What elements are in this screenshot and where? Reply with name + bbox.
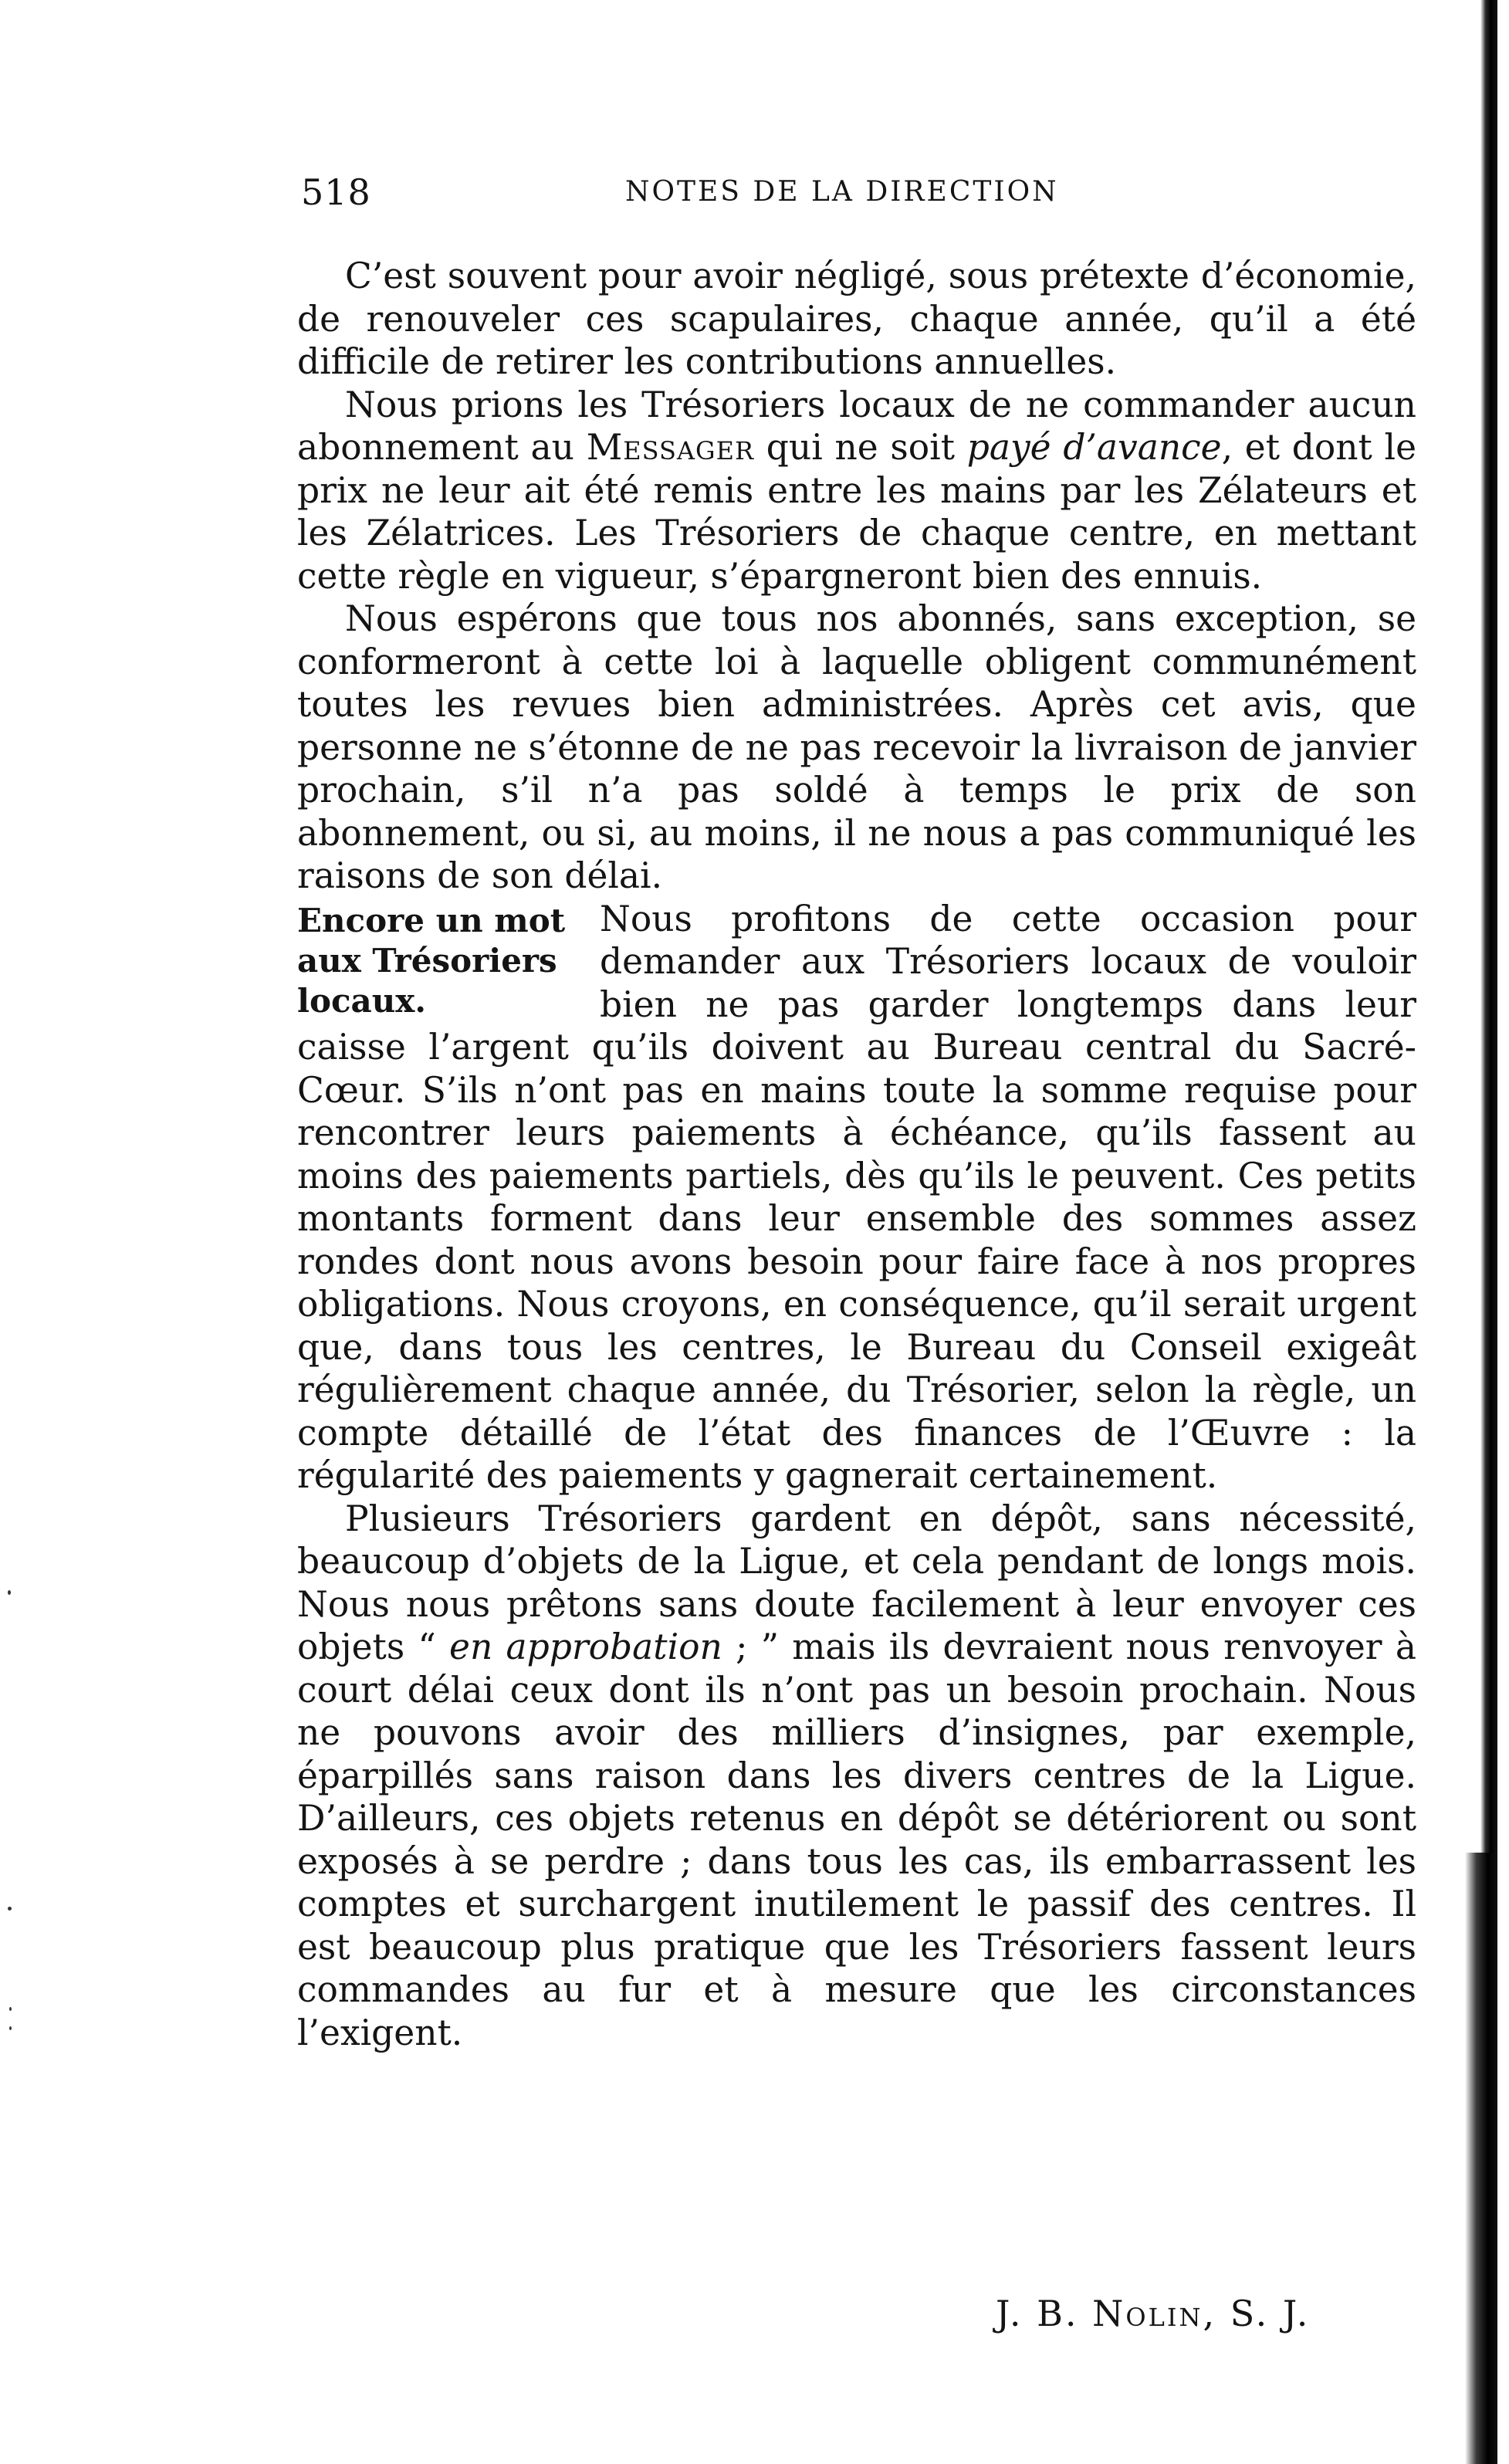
- paragraph-2-part-c: , et dont le prix ne leur ait été remis entre les mains par les Zélateurs et les Zélatrices. Les Trésoriers de chaque centre, en mettant cette règle en vigueur, s’épargneront bien des ennuis.: [297, 427, 1416, 597]
- payment-in-advance-emphasis: payé d’avance: [966, 427, 1222, 468]
- paragraph-2: [297, 384, 1416, 598]
- side-head-section: [297, 898, 1416, 1498]
- scan-speck: [8, 1907, 12, 1911]
- paragraph-5-part-b: ; ” mais ils devraient nous renvoyer à court délai ceux dont ils n’ont pas un besoin prochain. Nous ne pouvons avoir des milliers d’insignes, par exemple, éparpillés sans raison dans les divers centres de la Ligue. D’ailleurs, ces objets retenus en dépôt se détériorent ou sont exposés à se perdre ; dans tous les cas, ils embarrassent les comptes et surchargent inutilement le passif des centres. Il est beaucoup plus pratique que les Trésoriers fassent leurs commandes au fur et à mesure que les circonstances l’exigent.: [297, 1626, 1416, 2053]
- messager-title: Messager: [586, 427, 755, 468]
- paragraph-1: C’est souvent pour avoir négligé, sous prétexte d’économie, de renouveler ces scapulaires, chaque année, qu’il a été difficile de retirer les contributions annuelles.: [297, 256, 1416, 382]
- scan-speck: [9, 2007, 12, 2011]
- running-title: NOTES DE LA DIRECTION: [625, 176, 1059, 208]
- running-head: [301, 171, 1413, 218]
- paragraph-3: Nous espérons que tous nos abonnés, sans exception, se conformeront à cette loi à laquelle obligent communément toutes les revues bien administrées. Après cet avis, que personne ne s’étonne de ne pas recevoir la livraison de janvier prochain, s’il n’a pas soldé à temps le prix de son abonnement, ou si, au moins, il ne nous a pas communiqué les raisons de son délai.: [297, 598, 1416, 896]
- signature: J. B. Nolin, S. J.: [996, 2293, 1311, 2334]
- paragraph-2-part-a: Nous prions les Trésoriers locaux de ne commander aucun abonnement au: [297, 384, 1416, 468]
- paragraph-2-part-b: qui ne soit: [754, 427, 967, 468]
- scan-speck: [9, 2026, 12, 2030]
- paragraph-5-part-a: Plusieurs Trésoriers gardent en dépôt, sans nécessité, beaucoup d’objets de la Ligue, et cela pendant de longs mois. Nous nous prêtons sans doute facilement à leur envoyer ces objets “: [297, 1498, 1416, 1667]
- paragraph-4: Nous profitons de cette occasion pour demander aux Trésoriers locaux de vouloir bien ne pas garder longtemps dans leur caisse l’argent qu’ils doivent au Bureau central du Sacré-Cœur. S’ils n’ont pas en mains toute la somme requise pour rencontrer leurs paiements à échéance, qu’ils fassent au moins des paiements partiels, dès qu’ils le peuvent. Ces petits montants forment dans leur ensemble des sommes assez rondes dont nous avons besoin pour faire face à nos propres obligations. Nous croyons, en conséquence, qu’il serait urgent que, dans tous les centres, le Bureau du Conseil exigeât régulièrement chaque année, du Trésorier, selon la règle, un compte détaillé de l’état des finances de l’Œuvre : la régularité des paiements y gagnerait certainement.: [297, 898, 1416, 1496]
- page-number: 518: [301, 171, 371, 213]
- side-heading: Encore un mot aux Trésoriers locaux.: [297, 901, 566, 1020]
- scan-speck: [8, 1590, 11, 1595]
- scan-edge-shadow-lower: [1465, 1853, 1497, 2464]
- body-text: [297, 255, 1416, 2054]
- approbation-emphasis: en approbation: [449, 1626, 722, 1667]
- paragraph-5: [297, 1498, 1416, 2055]
